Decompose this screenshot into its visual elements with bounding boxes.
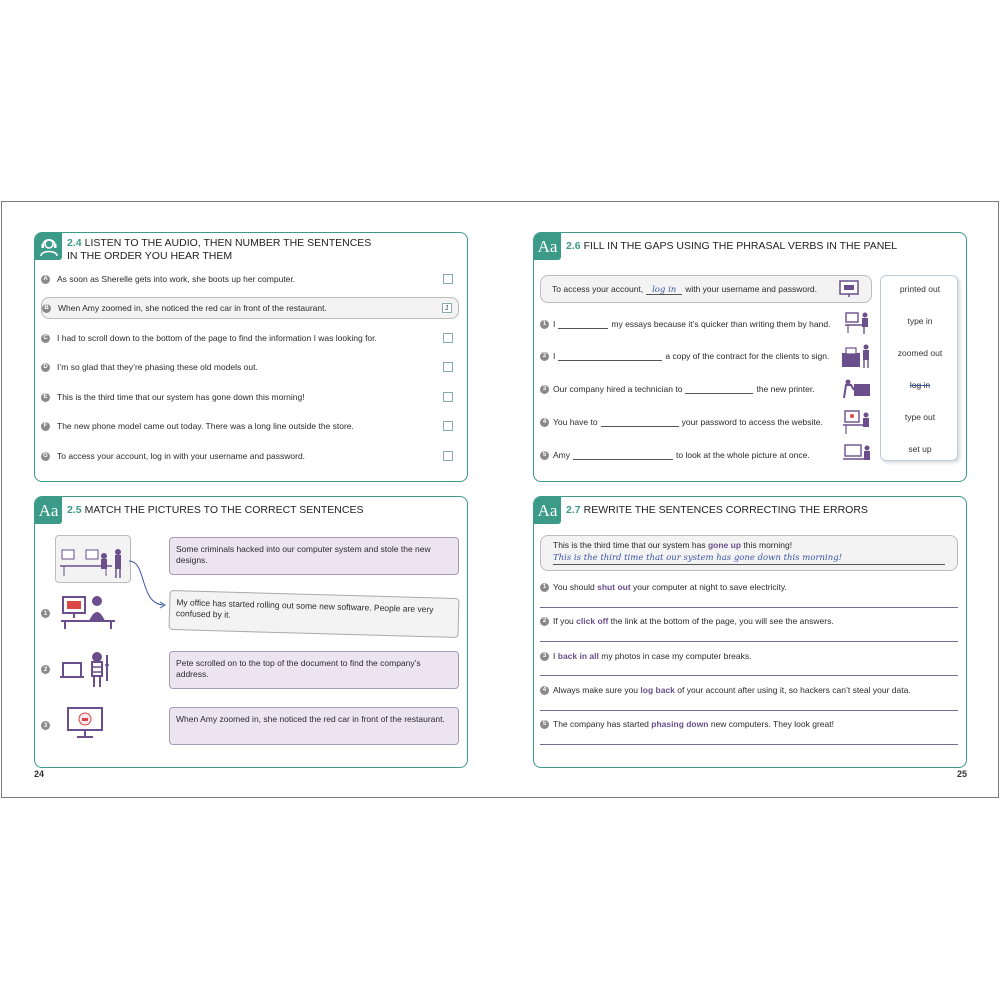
exercise-2-4-title: 2.4 LISTEN TO THE AUDIO, THEN NUMBER THE SENTENCES IN THE ORDER YOU HEAR THEM	[67, 237, 372, 262]
answer-line[interactable]	[540, 744, 958, 745]
sample-picture-office-icon	[55, 535, 131, 583]
list-item: F The new phone model came out today. There was a long line outside the store.	[41, 415, 459, 437]
rewrite-sentence: 4 Always make sure you log back of your account after using it, so hackers can’t steal your data.	[540, 685, 958, 695]
zoom-out-monitor-icon	[842, 442, 872, 466]
gap-sentence: 1 I my essays because it’s quicker than writing them by hand.	[540, 315, 830, 333]
list-item: A As soon as Sherelle gets into work, she boots up her computer.	[41, 268, 459, 290]
exercise-2-5-title: 2.5 MATCH THE PICTURES TO THE CORRECT SENTENCES	[67, 504, 364, 516]
answer-box[interactable]	[443, 274, 453, 284]
rewrite-sentence: 2 If you click off the link at the bottom of the page, you will see the answers.	[540, 616, 958, 626]
answer-line[interactable]	[540, 607, 958, 608]
printer-icon	[840, 343, 872, 369]
sample-sentence-box	[540, 535, 958, 571]
list-item: G To access your account, log in with your username and password.	[41, 445, 459, 467]
technician-printer-icon	[842, 376, 872, 400]
exercise-2-6-title: 2.6 FILL IN THE GAPS USING THE PHRASAL VERBS IN THE PANEL	[566, 240, 898, 252]
answer-gap[interactable]	[573, 450, 673, 460]
picture-number: 1	[41, 609, 50, 618]
match-arrow-icon	[127, 557, 171, 611]
answer-box[interactable]	[443, 451, 453, 461]
verb-option[interactable]: zoomed out	[897, 348, 943, 358]
list-item: E This is the third time that our system has gone down this morning!	[41, 386, 459, 408]
answer-gap[interactable]	[685, 384, 753, 394]
listening-headset-icon	[35, 233, 62, 260]
gap-sentence: 3 Our company hired a technician to the new printer.	[540, 380, 815, 398]
sample-answer: This is the third time that our system has gone down this morning!	[553, 553, 945, 565]
vocabulary-badge: Aa	[534, 497, 561, 524]
rewrite-sentence: 5 The company has started phasing down new computers. They look great!	[540, 719, 958, 729]
answer-gap[interactable]	[558, 319, 608, 329]
verb-option-used[interactable]: log in	[909, 380, 931, 390]
match-sentence-box[interactable]: Some criminals hacked into our computer system and stole the new designs.	[169, 537, 459, 575]
vocabulary-badge: Aa	[534, 233, 561, 260]
verb-option[interactable]: set up	[908, 444, 932, 454]
sample-sentence: To access your account, log in with your username and password.	[552, 284, 818, 295]
item-letter: G	[41, 452, 50, 461]
answer-box[interactable]: 1	[442, 303, 452, 313]
list-item: D I’m so glad that they’re phasing these old models out.	[41, 356, 459, 378]
monitor-zoom-icon	[65, 705, 105, 741]
answer-box[interactable]	[443, 392, 453, 402]
answer-gap[interactable]	[558, 351, 662, 361]
item-letter: F	[41, 422, 50, 431]
answer-box[interactable]	[443, 333, 453, 343]
picture-number: 3	[41, 721, 50, 730]
list-item: C I had to scroll down to the bottom of the page to find the information I was looking for.	[41, 327, 459, 349]
login-screen-icon	[838, 279, 860, 299]
gap-sentence: 5 Amy to look at the whole picture at once.	[540, 446, 810, 464]
exercise-2-7-title: 2.7 REWRITE THE SENTENCES CORRECTING THE ERRORS	[566, 504, 868, 516]
match-sentence-box[interactable]: Pete scrolled on to the top of the document to find the company’s address.	[169, 651, 459, 689]
worker-at-computer-icon	[59, 593, 117, 631]
exercise-2-7-panel	[533, 496, 967, 768]
answer-gap[interactable]	[601, 417, 679, 427]
verb-option[interactable]: type out	[904, 412, 936, 422]
picture-number: 2	[41, 665, 50, 674]
exercise-2-4-panel	[34, 232, 468, 482]
sample-sentence: This is the third time that our system has gone up this morning!	[553, 540, 793, 550]
page-number-left: 24	[34, 769, 45, 779]
item-letter: A	[41, 275, 50, 284]
verb-option[interactable]: type in	[907, 316, 933, 326]
typing-at-desk-icon	[844, 309, 872, 335]
answer-line[interactable]	[540, 710, 958, 711]
sample-list-item: B When Amy zoomed in, she noticed the red car in front of the restaurant. 1	[41, 297, 459, 319]
item-letter: C	[41, 334, 50, 343]
answer-box[interactable]	[443, 421, 453, 431]
rewrite-sentence: 3 I back in all my photos in case my computer breaks.	[540, 651, 958, 661]
match-sentence-box[interactable]: When Amy zoomed in, she noticed the red car in front of the restaurant.	[169, 707, 459, 745]
item-letter: D	[41, 363, 50, 372]
answer-line[interactable]	[540, 675, 958, 676]
hacker-icon	[59, 647, 117, 689]
rewrite-sentence: 1 You should shut out your computer at night to save electricity.	[540, 582, 958, 592]
verb-option[interactable]: printed out	[899, 284, 941, 294]
filled-gap: log in	[646, 284, 682, 295]
vocabulary-badge: Aa	[35, 497, 62, 524]
exercise-2-6-panel	[533, 232, 967, 482]
item-letter: E	[41, 393, 50, 402]
phrasal-verbs-panel	[880, 275, 958, 461]
gap-sentence: 2 I a copy of the contract for the clients to sign.	[540, 347, 829, 365]
item-letter: B	[42, 304, 51, 313]
page-number-right: 25	[957, 769, 968, 779]
sample-match-sentence-box[interactable]: My office has started rolling out some new software. People are very confused by it.	[168, 590, 459, 638]
exercise-2-5-panel	[34, 496, 468, 768]
answer-line[interactable]	[540, 641, 958, 642]
password-desk-icon	[842, 409, 872, 435]
gap-sentence: 4 You have to your password to access the website.	[540, 413, 823, 431]
answer-box[interactable]	[443, 362, 453, 372]
